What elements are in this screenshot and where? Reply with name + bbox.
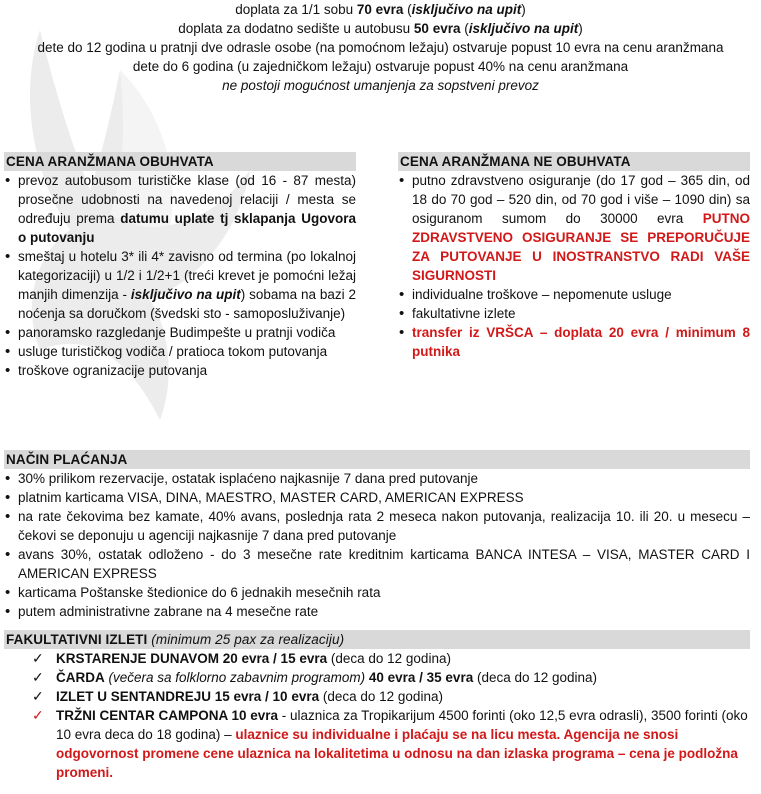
excludes-item: • fakultativne izlete [398, 304, 750, 323]
excludes-heading: CENA ARANŽMANA NE OBUHVATA [398, 152, 750, 171]
payment-section [4, 450, 750, 621]
child-12-discount: dete do 12 godina u pratnji dve odrasle osobe (na pomoćnom ležaju) ostvaruje popust 10 evra na cenu aranžmana [37, 40, 724, 55]
check-icon: ✓ [32, 707, 44, 723]
check-icon: ✓ [32, 669, 44, 685]
check-icon: ✓ [32, 688, 44, 704]
payment-heading: NAČIN PLAĆANJA [4, 450, 750, 469]
extra-seat-supplement: doplata za dodatno sedište u autobusu 50 evra (isključivo na upit) [178, 21, 583, 36]
check-icon: ✓ [32, 650, 44, 666]
excludes-item: • individualne troškove – nepomenute usluge [398, 285, 750, 304]
payment-item: • avans 30%, ostatak odloženo - do 3 mesečne rate kreditnim karticama BANCA INTESA – VISA, MASTER CARD I AMERICAN EXPRESS [4, 545, 750, 583]
includes-item: • smeštaj u hotelu 3* ili 4* zavisno od termina (po lokalnoj kategorizaciji) u 1/2 i 1/2+1 (treći krevet je pomoćni ležaj manjih dimenzija - isključivo na upit) sobama na bazi 2 noćenja sa doručkom (švedski sto - samoposluživanje) [4, 247, 356, 323]
includes-item: • panoramsko razgledanje Budimpešte u pratnji vodiča [4, 323, 356, 342]
supplement-notes [0, 0, 761, 95]
payment-item: • putem administrativne zabrane na 4 mesečne rate [4, 602, 750, 621]
includes-item: • usluge turističkog vodiča / pratioca tokom putovanja [4, 342, 356, 361]
excludes-item: • putno zdravstveno osiguranje (do 17 god – 365 din, od 18 do 70 god – 520 din, od 70 god i više – 1090 din) sa osiguranom sumom do 30000 evra PUTNO ZDRAVSTVENO OSIGURANJE SE PREPORUČUJE ZA PUTOVANJE U INOSTRANSTVO RADI VAŠE SIGURNOSTI [398, 171, 750, 285]
payment-item: • platnim karticama VISA, DINA, MAESTRO, MASTER CARD, AMERICAN EXPRESS [4, 488, 750, 507]
payment-item: • karticama Poštanske štedionice do 6 jednakih mesečnih rata [4, 583, 750, 602]
includes-section [4, 152, 356, 380]
excludes-section [398, 152, 750, 361]
payment-item: • 30% prilikom rezervacije, ostatak isplaćeno najkasnije 7 dana pred putovanje [4, 469, 750, 488]
payment-item: • na rate čekovima bez kamate, 40% avans, poslednja rata 2 meseca nakon putovanja, realizacija 10. ili 20. u mesecu – čekovi se deponuju u agenciji najkasnije 7 dana pred putovanje [4, 507, 750, 545]
single-room-supplement: doplata za 1/1 sobu 70 evra (isključivo na upit) [235, 2, 526, 17]
own-transport-note: ne postoji mogućnost umanjenja za sopstveni prevoz [222, 78, 539, 93]
excursion-item: ✓ TRŽNI CENTAR CAMPONA 10 evra - ulaznica za Tropikarijum 4500 forinti (oko 12,5 evra odrasli), 3500 forinti (oko 10 evra deca do 18 godina) – ulaznice su individualne i plaćaju se na licu mesta. Agencija ne snosi odgovornost promene cene ulaznica na lokalitetima u odnosu na dan izlaska programa – cena je podložna promeni. [32, 707, 748, 780]
excludes-item: • transfer iz VRŠCA – doplata 20 evra / minimum 8 putnika [398, 323, 750, 361]
includes-item: • prevoz autobusom turističke klase (od 16 - 87 mesta) prosečne udobnosti na navedenoj relaciji / mesta se određuju prema datumu uplate tj sklapanja Ugovora o putovanju [4, 171, 356, 247]
includes-item: • troškove ogranizacije putovanja [4, 361, 356, 380]
includes-heading: CENA ARANŽMANA OBUHVATA [4, 152, 356, 171]
excursions-heading: FAKULTATIVNI IZLETI (minimum 25 pax za realizaciju) [4, 630, 750, 649]
excursions-section [4, 630, 750, 782]
excursion-item: ✓ ČARDA (večera sa folklorno zabavnim programom) 40 evra / 35 evra (deca do 12 godina) [32, 669, 598, 685]
excursion-item: ✓ IZLET U SENTANDREJU 15 evra / 10 evra (deca do 12 godina) [32, 688, 443, 704]
excursion-item: ✓ KRSTARENJE DUNAVOM 20 evra / 15 evra (deca do 12 godina) [32, 650, 451, 666]
child-6-discount: dete do 6 godina (u zajedničkom ležaju) ostvaruje popust 40% na cenu aranžmana [132, 59, 629, 74]
